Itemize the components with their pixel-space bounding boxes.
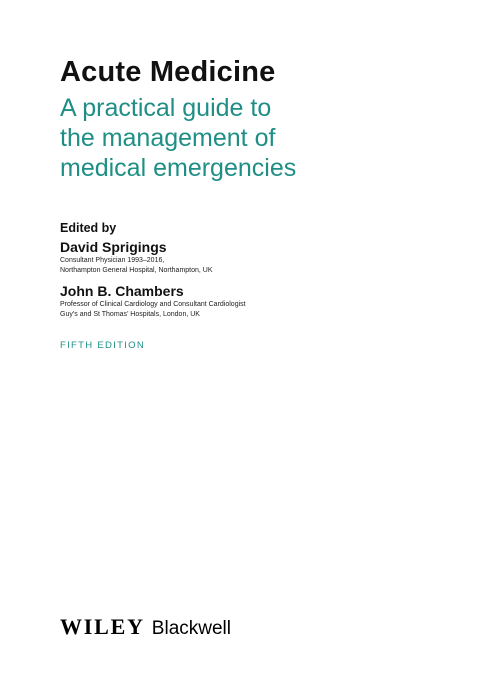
editor-block (60, 238, 213, 275)
editor-affiliation: Professor of Clinical Cardiology and Consultant Cardiologist (60, 301, 246, 308)
edition-label: FIFTH EDITION (60, 340, 145, 351)
publisher-primary: WILEY (60, 614, 145, 639)
subtitle-line: the management of (60, 124, 276, 152)
editor-affiliation: Guy’s and St Thomas’ Hospitals, London, UK (60, 310, 200, 318)
editor-block (60, 282, 246, 319)
editor-name: John B. Chambers (60, 283, 184, 299)
editor-affiliation: Consultant Physician 1993–2016, (60, 257, 165, 264)
publisher-logo (60, 614, 231, 640)
book-subtitle (60, 93, 296, 183)
book-title: Acute Medicine (60, 56, 276, 88)
subtitle-line: A practical guide to (60, 94, 272, 122)
editor-name: David Sprigings (60, 239, 167, 255)
publisher-secondary: Blackwell (151, 618, 231, 639)
editor-affiliation: Northampton General Hospital, Northampton, UK (60, 266, 213, 274)
subtitle-line: medical emergencies (60, 154, 297, 182)
edited-by-label: Edited by (60, 221, 117, 235)
